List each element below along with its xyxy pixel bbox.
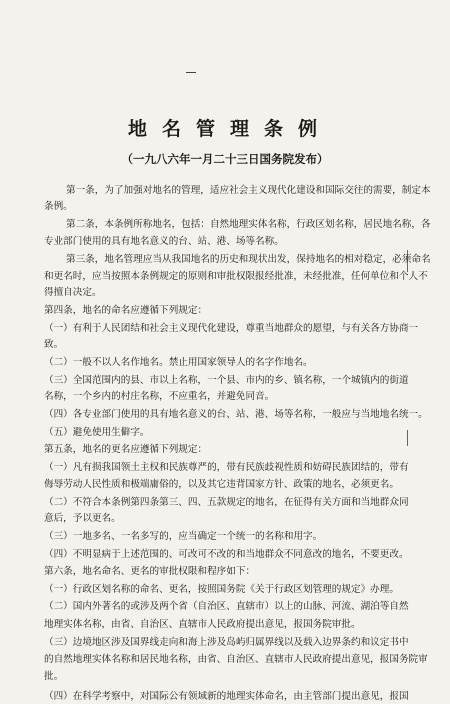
text-line: （二）不符合本条例第四条第三、四、五款规定的地名，在征得有关方面和当地群众同	[44, 497, 409, 508]
text-line: （三）边境地区涉及国界线走向和海上涉及岛屿归属界线以及载入边界条约和议定书中	[44, 637, 409, 648]
text-line: （三）全国范围内的县、市以上名称，一个县、市内的乡、镇名称，一个城镇内的街道	[44, 375, 409, 386]
text-line: 第一条，为了加强对地名的管理，适应社会主义现代化建设和国际交往的需要，制定本	[66, 185, 431, 196]
text-line: 的自然地理实体名称和居民地名称，由省、自治区、直辖市人民政府提出意见，报国务院审	[44, 654, 428, 665]
page-title: 地名管理条例	[127, 118, 332, 140]
text-line: （一）有利于人民团结和社会主义现代化建设，尊重当地群众的愿望，与有关各方协商一	[44, 323, 419, 334]
text-line: 第四条，地名的命名应遵循下列规定：	[44, 305, 208, 316]
text-line: （一）凡有损我国领土主权和民族尊严的，带有民族歧视性质和妨碍民族团结的，带有	[44, 462, 409, 473]
text-line: 致。	[44, 339, 64, 350]
text-line: 批。	[44, 671, 64, 682]
text-line: （五）避免使用生僻字。	[44, 427, 150, 438]
text-line: （二）国内外著名的或涉及两个省（自治区、直辖市）以上的山脉、河流、湖泊等自然	[44, 601, 409, 612]
text-line: 地理实体名称，由省、自治区、直辖市人民政府提出意见，报国务院审批。	[44, 619, 361, 630]
text-line: （四）在科学考察中，对国际公有领域新的地理实体命名，由主管部门提出意见，报国	[44, 691, 409, 702]
text-line: 条例。	[44, 201, 73, 212]
text-line: 第五条，地名的更名应遵循下列规定：	[44, 444, 208, 455]
text-line: （一）行政区划名称的命名、更名，按照国务院《关于行政区划管理的规定》办理。	[44, 584, 399, 595]
text-line: 第六条，地名命名、更名的审批权限和程序如下：	[44, 566, 256, 577]
text-line: 和更名时，应当按照本条例规定的原则和审批权限报经批准，未经批准，任何单位和个人不	[44, 271, 428, 282]
margin-rule	[407, 430, 408, 446]
text-line: 意后，予以更名。	[44, 513, 121, 524]
text-line: （三）一地多名、一名多写的，应当确定一个统一的名称和用字。	[44, 531, 323, 542]
text-line: （四）各专业部门使用的具有地名意义的台、站、港、场等名称，一般应与当地地名统一。	[44, 409, 428, 420]
text-line: 专业部门使用的具有地名意义的台、站、港、场等名称。	[44, 236, 284, 247]
text-line: 第二条，本条例所称地名，包括：自然地理实体名称，行政区划名称，居民地名称，各	[66, 219, 431, 230]
text-line: （四）不明显病于上述范围的、可改可不改的和当地群众不同意改的地名，不要更改。	[44, 549, 409, 560]
top-mark	[186, 72, 196, 73]
text-line: （二）一般不以人名作地名。禁止用国家领导人的名字作地名。	[44, 357, 313, 368]
text-line: 侮辱劳动人民性质和极端庸俗的，以及其它违背国家方针、政策的地名，必须更名。	[44, 479, 399, 490]
text-line: 得擅自决定。	[44, 287, 102, 298]
text-line: 第三条，地名管理应当从我国地名的历史和现状出发，保持地名的相对稳定，必须命名	[66, 254, 431, 265]
text-line: 名称，一个乡内的村庄名称，不应重名，并避免同音。	[44, 391, 275, 402]
page-subtitle: （一九八六年一月二十三日国务院发布）	[121, 152, 329, 166]
